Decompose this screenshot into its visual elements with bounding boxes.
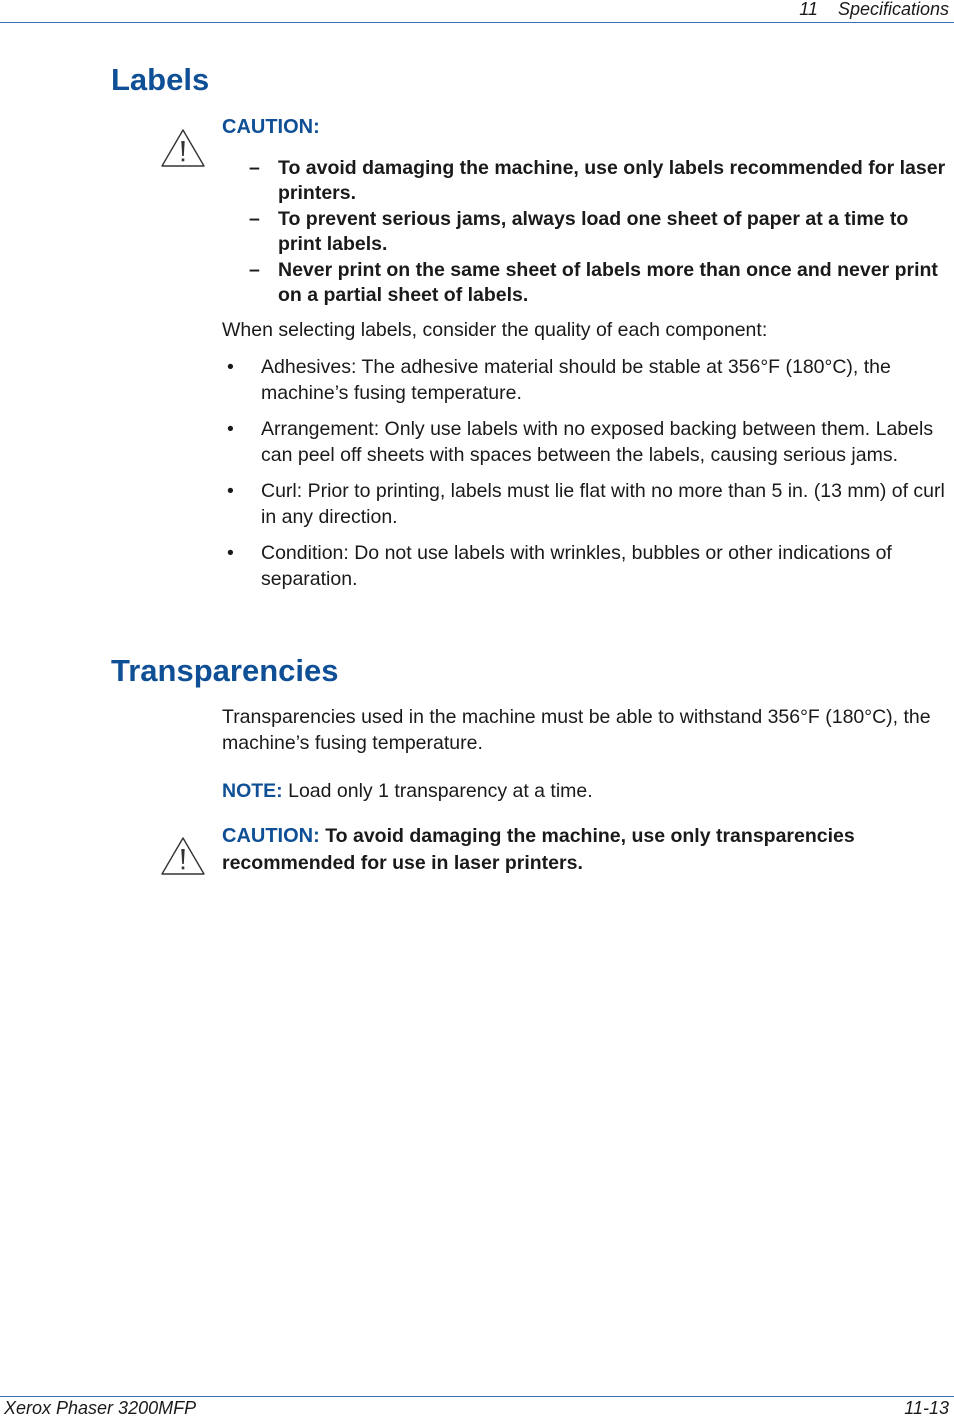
list-item: • Condition: Do not use labels with wrinkles, bubbles or other indications of separation. bbox=[227, 542, 892, 590]
list-item: • Adhesives: The adhesive material should be stable at 356°F (180°C), the machine’s fusing temperature. bbox=[227, 356, 891, 404]
list-item: • Curl: Prior to printing, labels must lie flat with no more than 5 in. (13 mm) of curl in any direction. bbox=[227, 480, 945, 528]
caution-label: CAUTION: bbox=[222, 825, 320, 847]
caution-label: CAUTION: bbox=[222, 116, 320, 138]
running-header bbox=[799, 0, 949, 20]
caution-item: – Never print on the same sheet of labels more than once and never print on a partial sheet of labels. bbox=[249, 259, 938, 306]
labels-bullet-list bbox=[222, 355, 952, 603]
chapter-number: 11 bbox=[799, 0, 818, 19]
page-header bbox=[0, 0, 954, 23]
footer-page-number: 11-13 bbox=[904, 1398, 949, 1418]
page-footer bbox=[0, 1396, 954, 1419]
caution-item: – To prevent serious jams, always load one sheet of paper at a time to print labels. bbox=[249, 208, 909, 255]
footer-product: Xerox Phaser 3200MFP bbox=[4, 1398, 197, 1418]
labels-intro: When selecting labels, consider the quality of each component: bbox=[222, 319, 768, 341]
transparencies-heading: Transparencies bbox=[111, 653, 339, 688]
caution-triangle-icon bbox=[160, 836, 206, 876]
caution-list bbox=[222, 156, 950, 308]
list-item: • Arrangement: Only use labels with no exposed backing between them. Labels can peel off sheets with spaces between the labels, causing serious jams. bbox=[227, 418, 934, 466]
chapter-title: Specifications bbox=[837, 0, 949, 19]
transparencies-caution bbox=[222, 823, 952, 877]
caution-text: To avoid damaging the machine, use only transparencies recommended for use in laser printers. bbox=[222, 825, 855, 874]
labels-heading: Labels bbox=[111, 62, 210, 97]
transparencies-body: Transparencies used in the machine must be able to withstand 356°F (180°C), the machine’s fusing temperature. bbox=[222, 706, 931, 754]
caution-item: – To avoid damaging the machine, use only labels recommended for laser printers. bbox=[249, 157, 946, 204]
labels-caution bbox=[222, 116, 950, 309]
transparencies-note bbox=[222, 778, 952, 804]
note-text: Load only 1 transparency at a time. bbox=[288, 780, 593, 802]
caution-triangle-icon bbox=[160, 128, 206, 168]
note-label: NOTE: bbox=[222, 780, 283, 802]
